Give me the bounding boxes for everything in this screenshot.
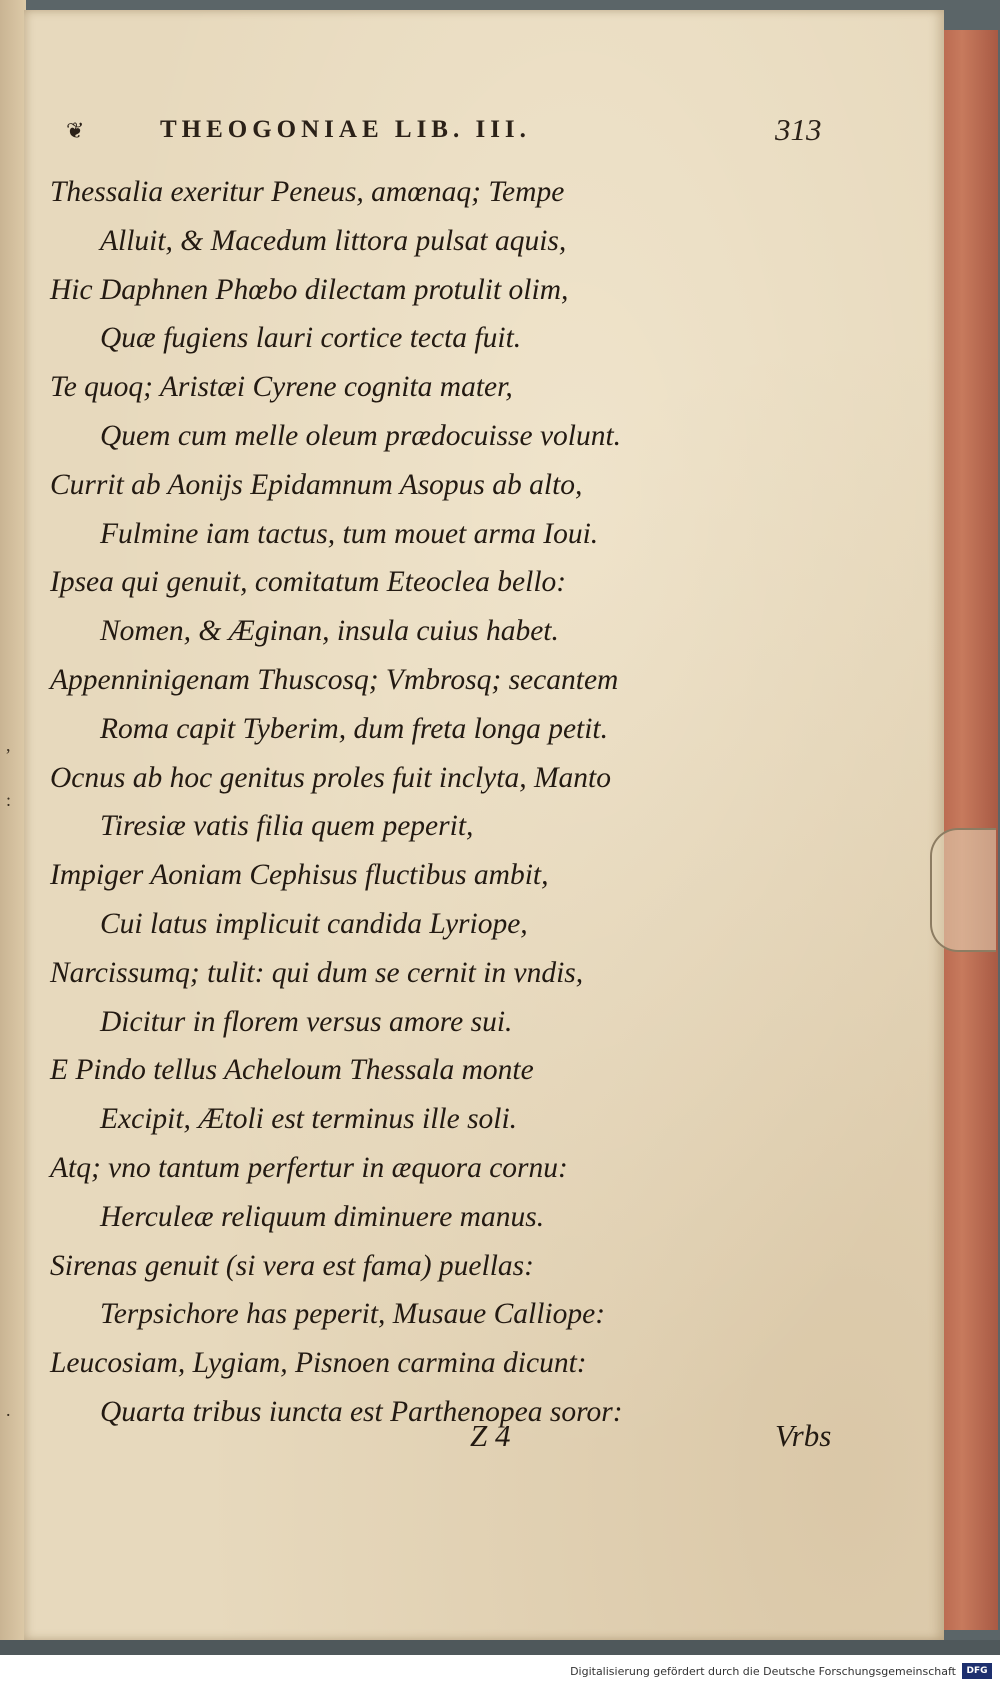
verse-line: Tiresiæ vatis filia quem peperit,	[100, 810, 474, 843]
margin-mark: .	[6, 1400, 11, 1420]
verse-line: Ocnus ab hoc genitus proles fuit inclyta, Manto	[50, 761, 611, 794]
dfg-logo: DFG	[962, 1663, 992, 1679]
verse-line: Thessalia exeritur Peneus, amœnaq; Tempe	[50, 176, 565, 208]
facing-page-edge	[0, 0, 26, 1655]
verse-line: Quem cum melle oleum prædocuisse volunt.	[100, 419, 622, 452]
verse-line: Impiger Aoniam Cephisus fluctibus ambit,	[50, 859, 549, 892]
verse-line: Appenninigenam Thuscosq; Vmbrosq; secantem	[50, 663, 619, 696]
signature-mark: Z 4	[470, 1418, 511, 1453]
running-title: THEOGONIAE LIB. III.	[160, 116, 531, 143]
verse-line: Quarta tribus iuncta est Parthenopea soror:	[100, 1395, 623, 1428]
funding-credit: Digitalisierung gefördert durch die Deutsche Forschungsgemeinschaft	[570, 1665, 956, 1678]
verse-line: Hic Daphnen Phœbo dilectam protulit olim,	[50, 273, 569, 306]
verse-line: Narcissumq; tulit: qui dum se cernit in vndis,	[50, 956, 584, 989]
verse-line: Currit ab Aonijs Epidamnum Asopus ab alto,	[50, 468, 583, 501]
running-header	[60, 112, 850, 156]
catchword: Vrbs	[775, 1418, 832, 1453]
fleuron-ornament: ❦	[66, 118, 85, 143]
verse-line: Roma capit Tyberim, dum freta longa petit.	[100, 712, 608, 745]
page-tab	[930, 828, 996, 952]
verse-line: Cui latus implicuit candida Lyriope,	[100, 907, 528, 940]
verse-line: Atq; vno tantum perfertur in æquora cornu:	[50, 1151, 568, 1184]
verse-line: Sirenas genuit (si vera est fama) puellas:	[50, 1249, 534, 1282]
verse-line: Terpsichore has peperit, Musaue Calliope:	[100, 1298, 606, 1331]
footer-bar	[0, 1655, 1000, 1691]
verse-line: Te quoq; Aristæi Cyrene cognita mater,	[50, 371, 513, 404]
verse-line: Dicitur in florem versus amore sui.	[100, 1005, 513, 1038]
verse-line: E Pindo tellus Acheloum Thessala monte	[50, 1054, 534, 1087]
page-number: 313	[775, 112, 822, 147]
verse-line: Excipit, Ætoli est terminus ille soli.	[100, 1103, 518, 1136]
verse-line: Alluit, & Macedum littora pulsat aquis,	[100, 224, 567, 257]
verse-line: Ipsea qui genuit, comitatum Eteoclea bello:	[50, 566, 567, 599]
margin-mark: :	[6, 790, 12, 810]
verse-line: Quæ fugiens lauri cortice tecta fuit.	[100, 322, 522, 355]
margin-mark: ,	[6, 735, 11, 755]
verse-line: Leucosiam, Lygiam, Pisnoen carmina dicunt:	[50, 1347, 587, 1380]
scan-border	[0, 1640, 1000, 1655]
verse-block	[50, 168, 870, 1437]
verse-line: Herculeæ reliquum diminuere manus.	[100, 1200, 545, 1233]
verse-line: Nomen, & Æginan, insula cuius habet.	[100, 615, 559, 648]
verse-line: Fulmine iam tactus, tum mouet arma Ioui.	[100, 517, 599, 550]
